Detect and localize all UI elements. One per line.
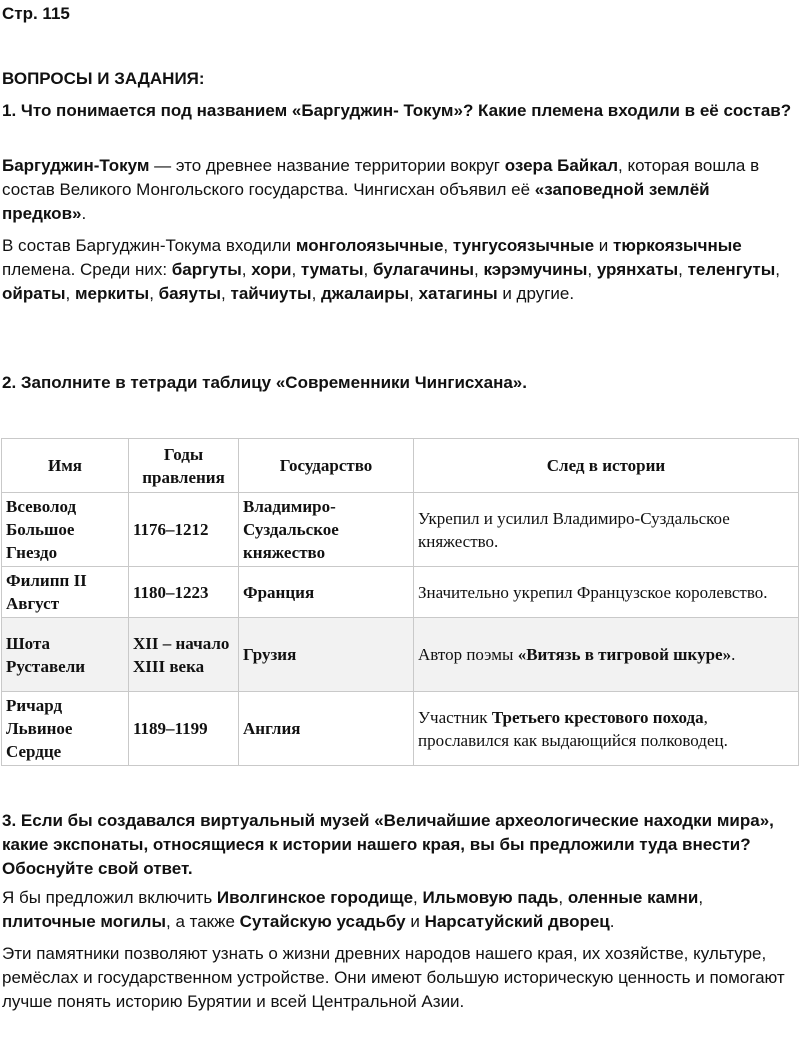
term: озера Байкал bbox=[504, 156, 619, 175]
term: тунгусоязычные bbox=[452, 236, 595, 255]
cell-state: Владимиро-Суздальское княжество bbox=[239, 493, 414, 567]
text-run: , bbox=[65, 284, 75, 303]
cell-trace bbox=[414, 618, 799, 692]
text-run: , bbox=[149, 284, 159, 303]
text-run: , а также bbox=[166, 912, 240, 931]
term: тайчиуты bbox=[230, 284, 312, 303]
text-run: Я бы предложил включить bbox=[2, 888, 217, 907]
text-run: , bbox=[775, 260, 781, 279]
text-run: Участник bbox=[418, 707, 492, 727]
table-row bbox=[2, 692, 799, 766]
text-run: , bbox=[413, 888, 423, 907]
text-run: , которая вошла в состав Великого Монгольского государства. Чингисхан объявил её bbox=[2, 156, 760, 199]
text-run: , bbox=[558, 888, 568, 907]
text-run: племена. Среди них: bbox=[2, 260, 172, 279]
text-run: , bbox=[587, 260, 597, 279]
cell-state: Франция bbox=[239, 567, 414, 618]
text-run: , bbox=[241, 260, 252, 279]
term: Иволгинское городище bbox=[216, 888, 414, 907]
question-3: 3. Если бы создавался виртуальный музей «Величайшие археологические находки мира», какие экспонаты, относящиеся к истории нашего края, вы бы предложили туда внести? Обоснуйте свой ответ. bbox=[2, 811, 774, 878]
text-run: В состав Баргуджин-Токума входили bbox=[2, 236, 296, 255]
cell-years: 1180–1223 bbox=[129, 567, 239, 618]
term: Нарсатуйский дворец bbox=[424, 912, 610, 931]
text-run: , bbox=[221, 284, 231, 303]
text-run: , bbox=[409, 284, 419, 303]
term: теленгуты bbox=[687, 260, 776, 279]
table-row bbox=[2, 567, 799, 618]
text-run: — это древнее название территории вокруг bbox=[149, 156, 505, 175]
text-run: , прославился как выдающийся полководец. bbox=[418, 707, 728, 750]
page-number: Стр. 115 bbox=[2, 4, 70, 23]
term: «Витязь в тигровой шкуре» bbox=[517, 645, 732, 664]
section-heading: ВОПРОСЫ И ЗАДАНИЯ: bbox=[2, 69, 205, 88]
text-run: , bbox=[698, 888, 704, 907]
text-run: , bbox=[678, 260, 688, 279]
term: оленные камни bbox=[567, 888, 699, 907]
answer-1-paragraph-1 bbox=[2, 154, 794, 226]
text-run: . bbox=[81, 204, 87, 223]
term: меркиты bbox=[74, 284, 150, 303]
term: хори bbox=[251, 260, 292, 279]
cell-trace: Укрепил и усилил Владимиро-Суздальское княжество. bbox=[414, 493, 799, 567]
cell-name: Всеволод Большое Гнездо bbox=[2, 493, 129, 567]
cell-state: Грузия bbox=[239, 618, 414, 692]
term: Третьего крестового похода bbox=[491, 707, 704, 727]
text-run: Автор поэмы bbox=[418, 645, 518, 664]
contemporaries-table bbox=[1, 438, 799, 766]
text-run: , bbox=[311, 284, 322, 303]
header-name: Имя bbox=[2, 439, 129, 493]
answer-1-paragraph-2 bbox=[2, 234, 794, 306]
cell-years: 1176–1212 bbox=[129, 493, 239, 567]
cell-trace: Значительно укрепил Французское королевство. bbox=[414, 567, 799, 618]
table-row bbox=[2, 493, 799, 567]
text-run: , bbox=[473, 260, 484, 279]
term: монголоязычные bbox=[295, 236, 444, 255]
cell-years: 1189–1199 bbox=[129, 692, 239, 766]
cell-trace bbox=[414, 692, 799, 766]
cell-years: XII – начало XIII века bbox=[129, 618, 239, 692]
cell-name: Филипп II Август bbox=[2, 567, 129, 618]
term: Сутайскую усадьбу bbox=[239, 912, 406, 931]
table-header-row bbox=[2, 439, 799, 493]
header-trace: След в истории bbox=[414, 439, 799, 493]
cell-name: Ричард Львиное Сердце bbox=[2, 692, 129, 766]
term: хатагины bbox=[418, 284, 498, 303]
question-2: 2. Заполните в тетради таблицу «Современники Чингисхана». bbox=[2, 373, 527, 392]
term: урянхаты bbox=[596, 260, 679, 279]
text-run: , bbox=[363, 260, 373, 279]
text-run: и другие. bbox=[497, 284, 575, 303]
text-run: . bbox=[609, 912, 615, 931]
text-run: и bbox=[594, 236, 614, 255]
term: джалаиры bbox=[321, 284, 410, 303]
answer-3-paragraph-2: Эти памятники позволяют узнать о жизни древних народов нашего края, их хозяйстве, культуре, ремёслах и государственном устройстве. Они имеют большую историческую ценность и помогают лучше понять историю Бурятии и всей Центральной Азии. bbox=[2, 944, 785, 1011]
term: плиточные могилы bbox=[2, 912, 166, 931]
question-1: 1. Что понимается под названием «Баргуджин- Токум»? Какие племена входили в её состав? bbox=[2, 101, 792, 120]
term: тюркоязычные bbox=[613, 236, 742, 255]
term: булагачины bbox=[373, 260, 474, 279]
term: кэрэмучины bbox=[483, 260, 588, 279]
text-run: , bbox=[291, 260, 301, 279]
term: баяуты bbox=[158, 284, 222, 303]
header-state: Государство bbox=[239, 439, 414, 493]
text-run: . bbox=[731, 645, 736, 664]
table-row bbox=[2, 618, 799, 692]
term: баргуты bbox=[171, 260, 242, 279]
term: ойраты bbox=[2, 284, 66, 303]
cell-state: Англия bbox=[239, 692, 414, 766]
text-run: , bbox=[443, 236, 453, 255]
term: Баргуджин-Токум bbox=[2, 156, 150, 175]
answer-3-paragraph-1 bbox=[2, 886, 794, 934]
term: «заповедной землёй предков» bbox=[2, 180, 710, 223]
text-run: и bbox=[405, 912, 425, 931]
term: туматы bbox=[300, 260, 364, 279]
cell-name: Шота Руставели bbox=[2, 618, 129, 692]
term: Ильмовую падь bbox=[422, 888, 559, 907]
header-years: Годы правления bbox=[129, 439, 239, 493]
